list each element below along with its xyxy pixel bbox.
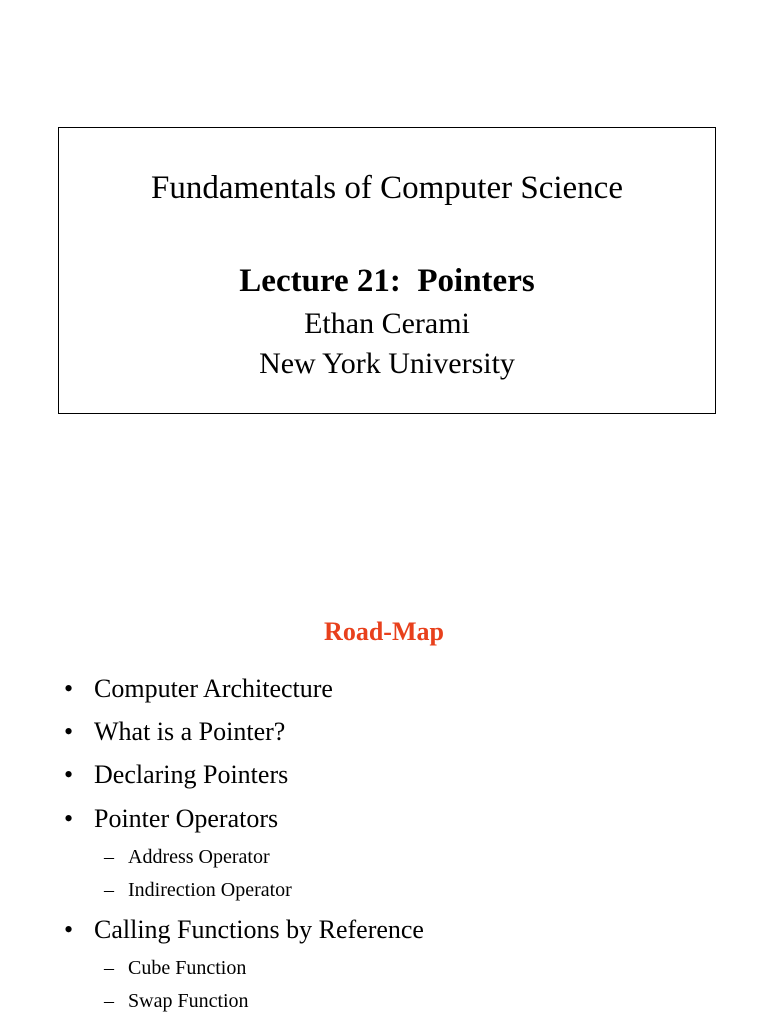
list-item: [64, 914, 424, 946]
list-item: [64, 759, 288, 791]
author-name: Ethan Cerami: [304, 307, 470, 340]
bullet-marker: •: [64, 804, 74, 833]
bullet-marker: •: [64, 674, 74, 703]
list-item-text: Declaring Pointers: [94, 760, 289, 789]
dash-marker: –: [104, 879, 114, 901]
sub-list-item-text: Indirection Operator: [128, 879, 292, 901]
list-item-text: What is a Pointer?: [94, 717, 286, 746]
list-item-text: Calling Functions by Reference: [94, 915, 424, 944]
sub-list-item-text: Address Operator: [128, 846, 270, 868]
list-item: [64, 803, 278, 835]
institution-name: New York University: [259, 347, 515, 380]
course-title: Fundamentals of Computer Science: [151, 170, 623, 206]
sub-list-item-text: Swap Function: [128, 990, 249, 1012]
sub-list-item: [104, 988, 249, 1014]
bullet-marker: •: [64, 915, 74, 944]
bullet-marker: •: [64, 717, 74, 746]
sub-list-item-text: Cube Function: [128, 957, 247, 979]
list-item: [64, 716, 285, 748]
dash-marker: –: [104, 990, 114, 1012]
bullet-marker: •: [64, 760, 74, 789]
dash-marker: –: [104, 846, 114, 868]
sub-list-item: [104, 877, 292, 903]
lecture-title: Lecture 21: Pointers: [239, 263, 535, 299]
list-item: [64, 673, 333, 705]
list-item-text: Pointer Operators: [94, 804, 279, 833]
dash-marker: –: [104, 957, 114, 979]
sub-list-item: [104, 844, 270, 870]
roadmap-heading: Road-Map: [324, 617, 444, 646]
sub-list-item: [104, 955, 246, 981]
list-item-text: Computer Architecture: [94, 674, 333, 703]
